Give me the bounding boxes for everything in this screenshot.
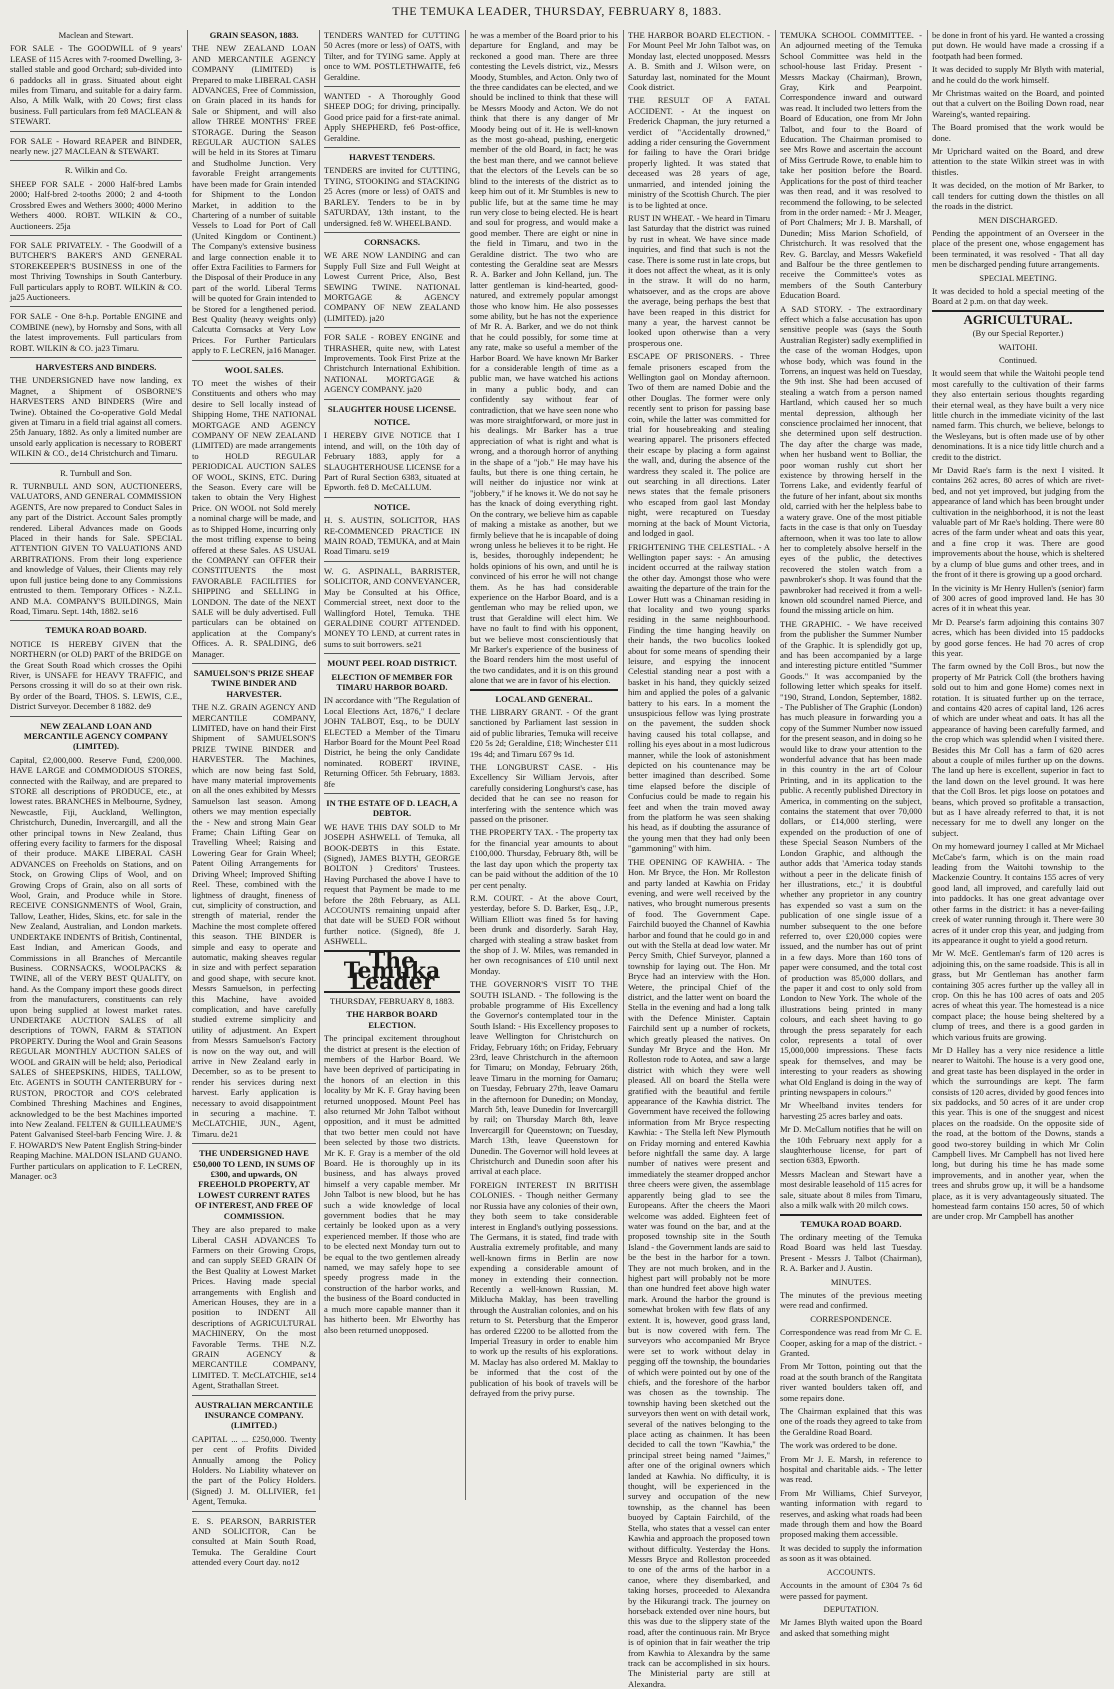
article-text: THE LIBRARY GRANT. - Of the grant sanctioned by Parliament last session in aid of public libraries, Temuka will receive £20 5s 2d; Geraldine, £18; Winchester £11 19s 4d; and Timaru £67 9s 1d. <box>470 707 618 759</box>
article-text: RUST IN WHEAT. - We heard in Timaru last Saturday that the district was ruined by rust in wheat. We have since made inquiries, and find that such is not the case. There is some rust in late crops, but it does not affect the wheat, as it is only in the straw. It will do no harm, whatsoever, and as the crops are above the average, being perhaps the best that have been reaped in this district for many a year, the harvest cannot be looked upon otherwise than a very prosperous one. <box>628 212 770 348</box>
divider <box>192 360 316 361</box>
article-text: In the vicinity is Mr Henry Hullen's (senior) farm of 300 acres of good improved land. He has 30 acres of it in wheat this year. <box>932 582 1104 614</box>
divider <box>10 620 182 621</box>
article-text: SHEEP FOR SALE - 2000 Half-bred Lambs 2000; Half-bred 2-tooths 2000; 2 and 4-tooth Crossbred Ewes and Wethers 3000; 4000 Merino Wethers 4000. ROBT. WILKIN & CO., Auctioneers. 25ja <box>10 178 182 231</box>
article-text: he was a member of the Board prior to his departure for England, and may be reckoned a good man. There are three contesting the Levels district, viz., Messrs Moody, Stumbles, and Acton. Only two of the three candidates can be elected, and we should be inclined to think that these will be Messrs Moody and Acton. We do not think that there is any danger of Mr Moody being out of it. He is well-known as the most go-ahead, pushing, energetic member of the old Board, in fact; he was the best man there, and we cannot believe that the electors of the Levels can be so blind to the interests of the district as to keep him out of it. Mr Stumbles is new to public life, but at the same time he may run very close to being elected. He is heart and soul for progress, and would make a good member. There are eight or nine in the field in Timaru, and two in the Geraldine district. The two who are contesting the Geraldine seat are Messrs R. A. Barker and John Kelland, jun. The latter gentleman is kind-hearted, good-natured, and extremely popular amongst those who know him. He also possesses some ability, but he has not the experience of Mr R. A. Barker, and we do not think that he could possibly, for some time at any rate, make so useful a member of the Harbor Board. We have known Mr Barker for a considerable length of time as a public man, we have watched his actions in many a public body, and can confidently say without fear of contradiction, that we have seen none who was more straightforward, or more just in his dealings. Mr Barker has a true appreciation of what is right and what is wrong, and a thorough horror of anything in the shape of a "job." He may have his faults, but there is one thing certain, he will neither do injustice nor wink at "jobbery," if he knows it. We do not say he has the knack of doing everything right. On the contrary, we believe him as capable of making a mistake as another, but we firmly believe that he is incapable of doing wrong unless he believes it to be right. He is, besides, thoroughly independent; he holds opinions of his own, and until he is convinced of his error he will not change them. As he has had considerable experience on the Harbor Board, and is a gentleman who may be relied upon, we trust that Geraldine will elect him. We have no fault to find with his opponent, but we believe most conscientiously that Mr Barker's experience of the business of the Board renders him the most useful of the two candidates, and it is on this ground alone that we are in favor of his election. <box>470 30 618 686</box>
article-heading: NEW ZEALAND LOAN AND MERCANTILE AGENCY COMPANY (LIMITED). <box>23 720 169 752</box>
article-heading: SLAUGHTER HOUSE LICENSE. <box>327 403 457 414</box>
article-text: A SAD STORY. - The extraordinary effect which a false accusation has upon sensitive people was (says the South Australian Register) sadly exemplified in the case of the woman Hodges, upon whose body, which was found in the Torrens, an inquest was held on Tuesday, the 9th inst. She had been accused of stealing a watch from a person named Hartland, which caused her so much mental depression, although her conscience proclaimed her innocent, that she determined upon self destruction. The day after the charge was made, when her husband went to Bolliar, the poor woman rushly cut short her existence by throwing herself in the Torrens Lake, and evidently fearful of the future of her infant, about six months old, carried with her the helpless babe to a watery grave. One of the most pitiable facts in the case is that only on Tuesday afternoon, when it was too late to allow her to completely absolve herself in the eyes of the public, the detectives recovered the stolen watch from a pawnbroker's shop. It was found that the pawnbroker had received it from a well-known old scoundrel named Pierce, and found the missing article on him. <box>780 303 922 616</box>
divider <box>10 463 182 464</box>
article-text: FOREIGN INTEREST IN BRITISH COLONIES. - Though neither Germany nor Russia have any colonies of their own, they both seem to take considerable interest in England's outlying possessions. The Germans, it is stated, find trade with Australia extremely profitable, and many well-known firms in Berlin are now expending a considerable amount of money in extending their connection. Recently a well-known Russian, M. Miklucha Maklay, has been travelling through the Australian colonies, and on his return to St. Petersburg that the Emperor has ordered £2200 to be allotted from the Imperial Treasury in order to enable him to work up the results of his explorations. M. Maclay has also ordered M. Maklay to be informed that the cost of the publication of his book of travels will be defrayed from the privy purse. <box>470 1179 618 1398</box>
column-1 <box>6 30 186 1500</box>
article-text: WANTED - A Thoroughly Good SHEEP DOG; for driving, principally. Good price paid for a first-rate animal. Apply SHEPHERD, fe6 Post-office, Geraldine. <box>324 91 460 143</box>
subheading: Continued. <box>999 354 1037 365</box>
subheading: R. Turnbull and Son. <box>60 467 132 478</box>
article-text: R. TURNBULL AND SON, AUCTIONEERS, VALUATORS, AND GENERAL COMMISSION AGENTS, Are now prepared to Conduct Sales in any part of the District. Account Sales promptly rendered. Liberal Advances made on Goods Placed in their hands for Sale. SPECIAL ATTENTION GIVEN TO VALUATIONS AND ARBITRATIONS. From their long experience and knowledge of Values, their Clients may rely upon full justice being done to any Commissions entrusted to them. Temporary Offices - N.Z.L. AND M.A. COMPANY'S BUILDINGS, Main Road, Timaru. Sept. 14th, 1882. se16 <box>10 481 182 616</box>
divider <box>324 86 460 87</box>
article-text: FOR SALE - Howard REAPER and BINDER, nearly new. j27 MACLEAN & STEWART. <box>10 135 182 157</box>
article-heading: LOCAL AND GENERAL. <box>495 693 593 704</box>
article-text: TENDERS are invited for CUTTING, TYING, STOOKING and STACKING 25 Acres (more or less) of OATS and BARLEY. Tenders to be in by SATURDAY, 13th instant, to the undersigned. fe8 W. WHEELBAND. <box>324 165 460 228</box>
divider <box>324 497 460 498</box>
subheading: SPECIAL MEETING. <box>979 272 1057 283</box>
article-text: THE N.Z. GRAIN AGENCY AND MERCANTILE COMPANY, LIMITED, have on hand their First Shipment of SAMUELSON'S PRIZE TWINE BINDER and HARVESTER. The Machines, which are now being fast Sold, have many material improvements on all the ones exhibited by Messrs Samuelson last season. Among others we may mention especially the - New and strong Main Gear Frame; Chain Lifting Gear on Travelling Wheel; Raising and Lowering Gear for Grain Wheel; Patent Oiling Arrangements for Driving Wheel; Improved Shifting Reel. These, combined with the lightness of draught, fineness of cut, simplicity of construction, and strength of material, render the Machine the most complete offered this season. THE BINDER is simple and easy to operate and automatic, making sheaves regular in size and with perfect separation and good shape, with secure knot. Messrs Samuelson, in perfecting this Machine, have avoided complication, and have carefully studied extreme simplicity and utility of adjustment. An Expert from Messrs Samuelson's Factory is now on the way out, and will arrive in New Zealand early in December, so as to be present to render his services during next harvest. Early application is necessary to avoid disappointment in securing a machine. T. McCLATCHIE, JUN., Agent, Timaru. de21 <box>192 702 316 1139</box>
article-text: I HEREBY GIVE NOTICE that I intend, and will, on the 10th day of February 1883, apply for a SLAUGHTERHOUSE LICENSE for a Part of Rural Section 6383, situated at Epworth. fe8 D. McCALLUM. <box>324 430 460 493</box>
article-text: It would seem that while the Waitohi people tend most carefully to the cultivation of their farms they also entertain serious thoughts regarding their eternal weal, as they have built a very nice little church in the immediate vicinity of the last named farm. This church, we believe, belongs to the Wesleyans, but is often made use of by other denominations. It is a nice tidy little church and a credit to the district. <box>932 368 1104 462</box>
article-heading: NOTICE. <box>373 501 411 512</box>
article-text: IN accordance with "The Regulation of Local Elections Act, 1876," I declare JOHN TALBOT, Esq., to be DULY ELECTED a Member of the Timaru Harbor Board for the Mount Peel Road District, he being the only Candidate nominated. ROBERT IRVINE, Returning Officer. 5th February, 1883. 8fe <box>324 695 460 789</box>
divider <box>324 399 460 400</box>
article-text: FOR SALE PRIVATELY. - The Goodwill of a BUTCHER'S BAKER'S AND GENERAL STOREKEEPER'S BUSINESS in one of the most Thriving Townships in South Canterbury. Full particulars apply to ROBT. WILKIN & CO. ja25 Auctioneers. <box>10 239 182 302</box>
article-heading: MOUNT PEEL ROAD DISTRICT. <box>327 658 457 669</box>
divider <box>10 131 182 132</box>
article-text: H. S. AUSTIN, SOLICITOR, HAS RE-COMMENCED PRACTICE IN MAIN ROAD, TEMUKA, and at Main Road Timaru. se19 <box>324 515 460 557</box>
article-heading: HARVESTERS AND BINDERS. <box>35 361 157 372</box>
subheading: CORRESPONDENCE. <box>810 1313 892 1324</box>
column-6 <box>776 30 926 1638</box>
divider <box>324 232 460 233</box>
article-text: From Mr J. E. Marsh, in reference to hospital and charitable aids. - The letter was read. <box>780 1453 922 1485</box>
article-text: Mr Wheelband invites tenders for harvesting 25 acres barley and oats. <box>780 1100 922 1121</box>
article-heading: ELECTION OF MEMBER FOR TIMARU HARBOR BOARD. <box>331 671 453 692</box>
divider <box>324 147 460 148</box>
article-heading: THE HARBOR BOARD ELECTION. <box>346 1009 438 1030</box>
divider <box>324 327 460 328</box>
article-text: The Board promised that the work would be done. <box>932 122 1104 143</box>
newspaper-title: The Temuka Leader <box>343 947 441 995</box>
article-text: The minutes of the previous meeting were read and confirmed. <box>780 1289 922 1311</box>
article-heading: HARVEST TENDERS. <box>349 152 435 163</box>
article-text: FOR SALE - ROBEY ENGINE and THRASHER, quite new, with Latest Improvements. Took First Prize at the Christchurch International Exhibition. NATIONAL MORTGAGE & AGENCY COMPANY. ja20 <box>324 332 460 395</box>
article-text: The ordinary meeting of the Temuka Road Board was held last Tuesday. Present - Messrs J. Talbot (Chairman), R. A. Barker and J. Austin. <box>780 1231 922 1274</box>
article-heading: THE UNDERSIGNED HAVE £50,000 TO LEND, IN SUMS OF £300, and upwards, ON FREEHOLD PROPERTY, AT LOWEST CURRENT RATES OF INTEREST, AND FREE OF COMMISSION. <box>192 1148 316 1221</box>
article-text: ESCAPE OF PRISONERS. - Three female prisoners escaped from the Wellington gaol on Monday afternoon. Two of them are named Dobie and the other Douglas. The former were only recently sent to prison for passing base coin, while the latter was committed for trial for housebreaking and stealing wearing apparel. The prisoners effected their escape by placing a form against the wall, and, during the absence of the wardress they scaled it. The police are out searching in all directions. Later news states that the female prisoners who escaped from gaol last Monday night, were recaptured on Tuesday morning at the back of Mount Victoria, and lodged in gaol. <box>628 351 770 539</box>
article-heading: GRAIN SEASON, 1883. <box>209 30 299 40</box>
column-4 <box>466 30 622 1500</box>
article-text: THE GRAPHIC. - We have received from the publisher the Summer Number of the Graphic. It is splendidly got up, and has been accompanied by a large and interesting picture entitled "Summer Goods." It was accompanied by the following letter which speaks for itself. "190, Strand, London, September, 1882. - The Publisher of The Graphic (London) has much pleasure in forwarding you a copy of the Summer Number now issued for the present season, and in doing so he would like to draw your attention to the wonderful advance that has been made in this country in the art of Colour Printing, and in its application to the public. A recently published Directory in America, in commenting on the subject, contains the statement that over 70,000 dollars, or £14,000 sterling, were expended on the production of one of these Special Season Numbers of the London Graphic, and although the author adds that 'America today stands without a peer in the delicate finish of her illustrations, etc.,' it is doubtful whether any proprietor in any country has expended so vast a sum on the publication of one single issue of a number subsequent to the one before referred to, over £20,000 copies were issued, and the number has out of print in a few days. More than 160 tons of paper were consumed, and the total cost of production was 85,000 dollars, and the paper it and cost to only sold from London to New York. The whole of the illustrations being printed in many colours, and each sheet having to go through the press separately for each color, represents a total of over 15,000,000 impressions. These facts speak for themselves, and may be interesting to your readers as showing what Old England is doing in the way of printing newspapers in colours." <box>780 618 923 1098</box>
article-text: THE UNDERSIGNED have now landing, ex Magnet, a Shipment of OSBORNE'S HARVESTERS AND BINDERS (Wire and Twine). Obtained the Co-operative Gold Medal given at Timaru in a field trial against all comers. 25th January, 1882. As only a limited number are unsold early application is necessary to ROBERT WILKIN & CO., de14 Christchurch and Timaru. <box>10 375 182 459</box>
subheading: ACCOUNTS. <box>826 1566 876 1577</box>
article-text: TEMUKA SCHOOL COMMITTEE. - An adjourned meeting of the Temuka School Committee was held in the school-house last Friday. Present - Messrs Mackay (Chairman), Brown, Gray, Kirk and Pearpoint. Correspondence inward and outward was read. It included two letters from the Board of Education, one from Mr John Talbot, and four to the Board of Education. The Chairman promised to see Mrs Rowe and ascertain the account of Miss Gertrude Rowe, to enable him to take her position before the Board. Applications for the post of third teacher was then read, and it was resolved to recommend the following, to be selected from in the order named: - Mr J. Meager, of Port Chalmers; Mr J. B. Marshall, of Dunedin; Miss Marion Schofield, of Christchurch. It was resolved that the Rev. G. Barclay, and Messrs Wakefield and Balfour be the three gentlemen to receive the Committee's votes as members of the South Canterbury Education Board. <box>780 30 922 301</box>
article-text: THE GOVERNOR'S VISIT TO THE SOUTH ISLAND. - The following is the probable programme of His Excellency the Governor's contemplated tour in the South Island: - His Excellency proposes to leave Wellington for Christchurch on Friday, February 16th; on Friday, February 23rd, leave Christchurch in the afternoon for Timaru; on Monday, February 26th, leave Timaru in the morning for Oamaru; on Tuesday, February 27th, leave Oamaru in the afternoon for Dunedin; on Monday, March 5th, leave Dunedin for Invercargill by rail; on Thursday March 8th, leave Invercargill for Queenstown; on Tuesday, March 13th, leave Queenstown for Dunedin. The Governor will hold levees at Christchurch and Dunedin soon after his arrival at each place. <box>470 979 618 1177</box>
divider <box>324 653 460 654</box>
article-heading: TEMUKA ROAD BOARD. <box>800 1218 902 1229</box>
article-text: THE RESULT OF A FATAL ACCIDENT. - At the inquest on Frederick Chapman, the jury returned a verdict of "Accidentally drowned," adding a rider censuring the Government for failing to have the Orari bridge properly lighted. It was stated that deceased was 28 years of age, unmarried, and intended joining the ministry of the Scottish Church. The pier is to be lighted at once. <box>628 95 770 210</box>
section-heading: AGRICULTURAL. <box>963 311 1073 327</box>
divider <box>10 160 182 161</box>
divider <box>192 1511 316 1512</box>
article-text: FOR SALE - One 8-h.p. Portable ENGINE and COMBINE (new), by Hornsby and Sons, with all the latest improvements. Full particulars from ROBT. WILKIN & CO. ja23 Timaru. <box>10 311 182 353</box>
page-masthead: THE TEMUKA LEADER, THURSDAY, FEBRUARY 8, 1883. <box>392 4 722 18</box>
article-text: From Mr Williams, Chief Surveyor, wanting information with regard to reserves, and asking what roads had been made through them and how the Board proposed making them accessible. <box>780 1487 922 1540</box>
subheading: DEPUTATION. <box>823 1603 879 1614</box>
article-text: THE LONGBURST CASE. - His Excellency Sir William Jervois, after carefully considering Longhurst's case, has decided that he can see no reason for interfering with the sentence which was passed on the prisoner. <box>470 762 618 825</box>
article-text: Mr Christmas waited on the Board, and pointed out that a culvert on the Boiling Down road, near Wareing's, wanted repairing. <box>932 88 1104 119</box>
article-text: Mr D. Pearse's farm adjoining this contains 307 acres, which has been divided into 15 paddocks by good gorse fences. He had 70 acres of crop this year. <box>932 616 1104 658</box>
article-text: Mr D Halley has a very nice residence a little nearer to Waitohi. The house is a very good one, and great taste has been displayed in the order in which the surroundings are kept. The farm consists of 120 acres, divided by good fences into six paddocks, and 50 acres of it are under crop this year. This is one of the snuggest and nicest places on the roadside. On the opposite side of the road, at the bottom of the Downs, stands a good two-storey building in which Mr Colin Campbell lives. Mr Campbell has not lived here long, but during his time he has made some improvements, and in another year, when the trees and shrubs grow up, it will be a handsome place, as it is very advantageously situated. The homestead farm contains 150 acres, 50 of which are under crop. Mr Campbell has another <box>932 1044 1104 1222</box>
divider <box>192 1395 316 1396</box>
article-text: Mr W. McE. Gentleman's farm of 120 acres is adjoining this, on the same roadside. This is all in grass, but Mr Gentleman has another farm containing 305 acres further up the valley all in crop. On this he has 100 acres of oats and 205 acres of wheat this year. The homestead is a nice compact place; the house being sheltered by a clump of trees, and there is a good garden in which various fruits are growing. <box>932 948 1104 1042</box>
article-heading: IN THE ESTATE OF D. LEACH, A DEBTOR. <box>326 798 458 819</box>
article-text: The farm owned by the Coll Bros., but now the property of Mr Patrick Coll (the brothers having sold out to him and gone Home) comes next in rotation. It is situated further up on the terrace, and contains 420 acres of capital land, 126 acres of which are under wheat and oats. It has all the appearance of having been carefully farmed, and the crop which was splendid when I visited there. Besides this Mr Coll has a farm of 620 acres about a couple of miles further up on the downs. The land up here is excellent, superior in fact to the land down on the level ground. It was here that the Coll Bros. let pigs loose on potatoes and beans, which proved so profitable a transaction, but as I have already referred to that, it is not necessary for me to dwell any longer on the subject. <box>932 661 1104 838</box>
subheading: WAITOHI. <box>998 341 1038 352</box>
article-text: It was decided to hold a special meeting of the Board at 2 p.m. on that day week. <box>932 285 1104 307</box>
article-heading: NOTICE. <box>373 417 411 427</box>
divider <box>192 663 316 664</box>
divider <box>10 716 182 717</box>
article-text: The principal excitement throughout the district at present is the election of members of the Harbor Board. We have been deprived of participating in the honors of an election in this locality by Mr K. F. Gray having been returned unopposed. Mount Peel has also returned Mr John Talbot without opposition, and it must be admitted that two better men could not have been selected by those two districts. Mr K. F. Gray is a member of the old Board. He is thoroughly up in its business, and has always proved himself a very capable member. Mr John Talbot is new blood, but he has such a wide knowledge of local government bodies that he may certainly be looked upon as a very experienced member. If those who are to be elected next Monday turn out to be equal to the two gentlemen already named, we may safely hope to see speedy progress made in the construction of the harbor works, and the business of the Board conducted in a much more capable manner than it has hitherto been. Mr Elworthy has also been returned unopposed. <box>324 1033 460 1335</box>
heavy-divider <box>780 1214 922 1216</box>
article-text: Accounts in the amount of £304 7s 6d were passed for payment. <box>780 1580 922 1601</box>
divider <box>10 235 182 236</box>
column-2 <box>188 30 320 1568</box>
article-text: It was decided to supply Mr Blyth with material, and he could do the work himself. <box>932 64 1104 85</box>
article-text: Mr David Rae's farm is the next I visited. It contains 262 acres, 80 acres of which are rivet-bed, and not yet improved, but judging from the appearance of land which has been brought under cultivation in the neighborhood, it is not the least valuable part of Mr Rae's holding. There were 80 acres of the farm under wheat and oats this year, and a fine crop it was. There are good improvements about the house, which is sheltered by a clump of blue gums and other trees, and in the front of it there is growing up a good orchard. <box>932 465 1104 580</box>
article-text: THE OPENING OF KAWHIA. - The Hon. Mr Bryce, the Hon. Mr Rolleston and party landed at Kawhia on Friday evening, and were well received by the natives, who brought numerous presents of food. The Government Cape. Fairchild buoyed the Channel of Kawhia harbor and found that he could go in and out with the Stella at dead low water. Mr Percy Smith, Chief Surveyor, planned a township for laying out. The Hon. Mr Bryce had an interview with the Hon. Wetere, the principal Chief of the district, and the latter went on board the Stella in the evening and had a long talk with the Defence Minister. Captain Fairchild sent up a number of rockets, which greatly pleased the natives. On Sunday Mr Bryce and the Hon. Mr Rolleston rode to Aotea, and saw a large district with which they were well pleased. All on board the Stella were gratified with the beautiful and fertile appearance of the Kawhia district. The Government have received the following information from Mr Bryce respecting Kawhia: - The Stella left New Plymouth on Friday morning and entered Kawhia before nightfall the same day. A large number of natives were present and immediately the steamer dropped anchor three cheers were given, the assemblage apparently being glad to see the Europeans. After the cheers the Maori welcome was added. Eighteen feet of water was found on the bar, and at the proposed township site in the South Island - the Government lands are said to be the best in the harbor for a town. They are not much broken, and in the highest part will probably not be more than one hundred feet above high water mark. Around the harbor the ground is somewhat broken with few flats of any extent. It is, however, good grass land, but is now covered with fern. The surveyors who accompanied Mr Bryce were set to work without delay in pegging off the township, the boundaries of which were pointed out by one of the chiefs, and the foreshore of the harbor was chosen as the township. The township having been sketched out the surveyors then went on with detail work, several of the natives belonging to the place acting as chainmen. It has been decided to call the town "Kawhia," the principal street being named "Jaimes," after one of the original owners which landed at Kawhia. No difficulty, it is thought, will be experienced in the survey and occupation of the new township, as the channel has been buoyed by Captain Fairchild, of the Stella, who states that a vessel can enter Kawhia and approach the proposed town without difficulty. Yesterday the Hons. Messrs Bryce and Rolleston proceeded to one of the arms of the harbor in a canoe, where they disembarked, and taking horses, proceeded to Alexandra by the Hikurangi track. The journey on horseback extended over nine hours, but this was due to the slippery state of the road, after the continuous rain. Mr Bryce is of opinion that in fair weather the trip from Kawhia to Alexandra by the same track can be accomplished in six hours. The Ministerial party are still at Alexandra. <box>628 856 770 1689</box>
article-text: WE HAVE THIS DAY SOLD to Mr JOSEPH ASHWELL of Temuka, all BOOK-DEBTS in this Estate. (Signed), JAMES BLYTH, GEORGE BOLTON } Creditors' Trustees. Having Purchased the above I have to request that Payment be made to me before the 28th February, as ALL ACCOUNTS remaining unpaid after that date will be SUED FOR without further notice. (Signed), 8fe J. ASHWELL. <box>324 821 460 947</box>
divider <box>324 793 460 794</box>
article-text: FRIGHTENING THE CELESTIAL. - A Wellington paper says: - An amusing incident occurred at the railway station the other day. Amongst those who were awaiting the departure of the train for the Lower Hutt was a Chinaman residing in that locality and two young sparks residing in the same neighbourhood. Finding the time hanging heavily on their hands, the two bucolics looked about for some means of spending their leisure, and espying the innocent Celestial standing near a post with a basket in his hand, they quickly seized him and applied the poles of a galvanic battery to his ears. In a moment the unsuspicious fellow was lying prostrate on the pavement, the sudden shock having caused his total collapse, and rolling his eyes about in a most ludicrous manner, while the look of astonishment depicted on his countenance may be better imagined than described. Some time elapsed before the disciple of Confucius could be made to regain his feet and when the train moved away from the platform he was seen shaking his head, as if doubting the assurance of the young men that they had only been "gammoning" with him. <box>628 541 770 854</box>
article-text: On my homeward journey I called at Mr Michael McCabe's farm, which is on the main road leading from the Waitohi township to the Mackenzie Country. It contains 155 acres of very good land, all improved, and carefully laid out into paddocks. It has one great advantage over other farms in the district: it has a never-failing creek of water running through it. There were 30 acres of it under crop this year, and judging from its appearance it ought to yield a good return. <box>932 841 1104 945</box>
article-text: THE HARBOR BOARD ELECTION. - For Mount Peel Mr John Talbot was, on Monday last, elected unopposed. Messrs A. B. Smith and J. Wilson were, on Saturday last, nominated for the Mount Cook district. <box>628 30 770 93</box>
article-text: THE PROPERTY TAX. - The property tax for the financial year amounts to about £100,000. Thursday, February 8th, will be the last day upon which the property tax can be paid without the addition of the 10 per cent penalty. <box>470 827 618 890</box>
article-text: It was decided, on the motion of Mr Barker, to call tenders for cutting down the thistles on all the roads in the district. <box>932 180 1104 212</box>
subheading: MEN DISCHARGED. <box>978 214 1058 225</box>
divider <box>192 1143 316 1144</box>
article-text: be done in front of his yard. He wanted a crossing put down. He would have made a crossing if a footpath had been formed. <box>932 30 1104 61</box>
subheading: THURSDAY, FEBRUARY 8, 1883. <box>329 995 455 1006</box>
article-text: Mr Uprichard waited on the Board, and drew attention to the state Wilkin street was in with thistles. <box>932 146 1104 177</box>
article-text: THE NEW ZEALAND LOAN AND MERCANTILE AGENCY COMPANY (LIMITED) is Prepared to make LIBERAL CASH ADVANCES, Free of Commission, on Grain placed in its hands for Sale or Shipment, and will also allow THREE MONTHS' FREE STORAGE. During the Season REGULAR AUCTION SALES will be held in its Stores at Timaru and Studholme Junction. Very favorable Freight arrangements have been made for Grain intended for Shipment to the London Market, in addition to the Chartering of a number of suitable Vessels to Load for Port of Call (United Kingdom or Continent.) The Company's extensive business and large connection enable it to offer Extra Facilities to Farmers for the Disposal of their Produce in any part of the world. Liberal Terms will be quoted for Grain intended to be Stored for a lengthened period. Best Quality (heavy weights only) Calcutta Cornsacks at Very Low Prices. For Further Particulars apply to F. LeCREN, ja16 Manager. <box>192 43 316 356</box>
article-text: From Mr Totton, pointing out that the road at the south branch of the Rangitata river wanted boulders taken off, and some repairs done. <box>780 1361 922 1403</box>
subheading: (By our Special Reporter.) <box>972 328 1064 339</box>
article-heading: SAMUELSON'S PRIZE SHEAF TWINE BINDER AND HARVESTER. <box>193 667 315 699</box>
article-text: Capital, £2,000,000. Reserve Fund, £200,000. HAVE LARGE and COMMODIOUS STORES, connected with the Railway, and are prepared to STORE all descriptions of PRODUCE, etc., at lowest rates. BRANCHES in Melbourne, Sydney, Newcastle, Fiji, Auckland, Wellington, Christchurch, Dunedin, Invercargill, and all the other principal towns in New Zealand, thus offering every facility to farmers for the disposal of their produce. MAKE LIBERAL CASH ADVANCES on Freeholds on Stations, and on Stock, on Growing Clips of Wool, and on Growing Crops of Grain, also on all sorts of Wool, Grain, and Produce while in Store. RECEIVE CONSIGNMENTS of Wool, Grain, Tallow, Leather, Hides, Skins, etc. for sale in the New Zealand, Australian, and London markets. UNDERTAKE INDENTS of British, Continental, East Indian, and American Goods, and Commissions in all Branches of Mercantile Business. CORNSACKS, WOOLPACKS & TWINE, all of the VERY BEST QUALITY, on hand. As the Company import these goods direct from the manufacturers, constituents can rely upon being supplied at lowest market rates. UNDERTAKE AUCTION SALES of all descriptions of TOWN, FARM & STATION PROPERTY. During the Wool and Grain Seasons REGULAR MONTHLY AUCTION SALES of WOOL and GRAIN will be held; also, Periodical SALES of SHEEPSKINS, HIDES, TALLOW, Etc. AGENTS in SOUTH CANTERBURY for - RUSTON, PROCTOR and CO'S celebrated Combined Threshing Machines and Engines, acknowledged to be the best Machines imported into New Zealand. FELTEN & GUILLEAUME'S Patent Galvanised Steel-barb Fencing Wire. J. & F. HOWARD'S New Patent English String-binder Reaping Machine. MALDON ISLAND GUANO. Further particulars on application to F. LeCREN, Manager. oc3 <box>10 754 182 1182</box>
article-text: W. G. ASPINALL, BARRISTER, SOLICITOR, AND CONVEYANCER, May be Consulted at his Office, Commercial street, next door to the Wallingford Hotel, Temuka. THE GERALDINE COURT ATTENDED. MONEY TO LEND, at current rates in sums to suit borrowers. se21 <box>324 565 460 649</box>
article-text: TO meet the wishes of their Constituents and others who may desire to Sell locally instead of Shipping Home, THE NATIONAL MORTGAGE AND AGENCY COMPANY OF NEW ZEALAND (LIMITED) are made arrangements to HOLD REGULAR PERIODICAL AUCTION SALES OF WOOL, SKINS, ETC. During the Season. Every care will be taken to obtain the Very Highest Price. ON WOOL not Sold merely a nominal charge will be made, and as to Shipped Home, incurring only the most trifling expense to being offered at these Sales. AS USUAL the COMPANY can OFFER their CONSTITUENTS the most FAVORABLE FACILITIES for SHIPPING and SELLING in LONDON. The date of the NEXT SALE will be duly advertised. Full particulars can be obtained on application at the Company's Offices. A. R. SPALDING, de6 Manager. <box>192 378 316 659</box>
article-text: It was decided to supply the information as soon as it was obtained. <box>780 1542 922 1564</box>
article-text: Mr D. McCallum notifies that he will on the 10th February next apply for a slaughterhouse license, for part of section 6383, Epworth. <box>780 1124 922 1166</box>
article-text: E. S. PEARSON, BARRISTER AND SOLICITOR, Can be consulted at Main South Road, Temuka. The Geraldine Court attended every Court day. no12 <box>192 1515 316 1568</box>
article-text: They are also prepared to make Liberal CASH ADVANCES To Farmers on their Growing Crops, and can supply SEED GRAIN Of the Best Quality at Lowest Market Prices. Having made special arrangements with English and American Houses, they are in a position to INDENT All descriptions of AGRICULTURAL MACHINERY, On the most Favorable Terms. THE N.Z. GRAIN AGENCY & MERCANTILE COMPANY, LIMITED. T. McCLATCHIE, se14 Agent, Strathallan Street. <box>192 1224 316 1391</box>
column-7 <box>928 30 1108 1500</box>
subheading: MINUTES. <box>830 1276 872 1287</box>
divider <box>324 561 460 562</box>
article-heading: CORNSACKS. <box>363 236 421 247</box>
subheading: R. Wilkin and Co. <box>64 165 128 176</box>
article-heading: TEMUKA ROAD BOARD. <box>45 625 147 636</box>
article-text: WE ARE NOW LANDING and can Supply Full Size and Full Weight at Lowest Current Price, Also, Best SEWING TWINE. NATIONAL MORTGAGE & AGENCY COMPANY OF NEW ZEALAND (LIMITED). ja20 <box>324 250 460 323</box>
subheading: Maclean and Stewart. <box>58 30 134 40</box>
divider <box>10 306 182 307</box>
article-text: The work was ordered to be done. <box>780 1440 898 1451</box>
article-text: R.M. COURT. - At the above Court, yesterday, before S. D. Barker, Esq., J.P., William Elliott was fined 5s for having been drunk and disorderly. Sarah Hay, charged with stealing a straw basket from the shop of J. W. Miles, was remanded in her own recognisances of £10 until next Monday. <box>470 892 618 976</box>
column-5 <box>624 30 774 1689</box>
article-text: FOR SALE - The GOODWILL of 9 years' LEASE of 115 Acres with 7-roomed Dwelling, 3-stalled stable and good Orchard; sub-divided into 6 paddocks all in grass. Situated about eight miles from Timaru, and suitable for a dairy farm. Also, A Milk Walk, with 20 Cows; first class business. Full particulars from fe8 MACLEAN & STEWART. <box>10 43 182 127</box>
column-3 <box>320 30 464 1500</box>
article-heading: WOOL SALES. <box>224 364 284 375</box>
heavy-divider <box>470 689 618 691</box>
article-text: CAPITAL ... ... £250,000. Twenty per cent of Profits Divided Annually among the Policy Holders. No Liability whatever on the part of the Policy Holders. (Signed) J. M. OLLIVIER, fe1 Agent, Temuka. <box>192 1433 316 1507</box>
article-text: Mr James Blyth waited upon the Board and asked that something might <box>780 1617 922 1638</box>
article-heading: AUSTRALIAN MERCANTILE INSURANCE COMPANY. (LIMITED.) <box>194 1399 314 1431</box>
article-text: Correspondence was read from Mr C. E. Cooper, asking for a map of the district. - Granted. <box>780 1327 922 1358</box>
article-text: The Chairman explained that this was one of the roads they agreed to take from the Geraldine Road Board. <box>780 1406 922 1437</box>
article-text: NOTICE IS HEREBY GIVEN that the NORTHERN (or OLD) PART of the BRIDGE on the Great South Road which crosses the Opihi River, is UNSAFE for HEAVY TRAFFIC, and Persons crossing it will do so at their own risk. By order of the Board, THOS. S. LEWIS, C.E., District Surveyor. December 8 1882. de9 <box>10 638 182 712</box>
divider <box>10 357 182 358</box>
article-text: Messrs Maclean and Stewart have a most desirable leasehold of 115 acres for sale, situate about 8 miles from Timaru, also a milk walk with 20 milch cows. <box>780 1168 922 1211</box>
article-text: TENDERS WANTED for CUTTING 50 Acres (more or less) of OATS, with Tilter, and for TYING same. Apply at once to WM. POSTLETHWAITE, fe6 Geraldine. <box>324 30 460 82</box>
article-text: Pending the appointment of an Overseer in the place of the present one, whose engagement has been terminated, it was resolved - That all day men be discharged pending future arrangements. <box>932 227 1104 270</box>
